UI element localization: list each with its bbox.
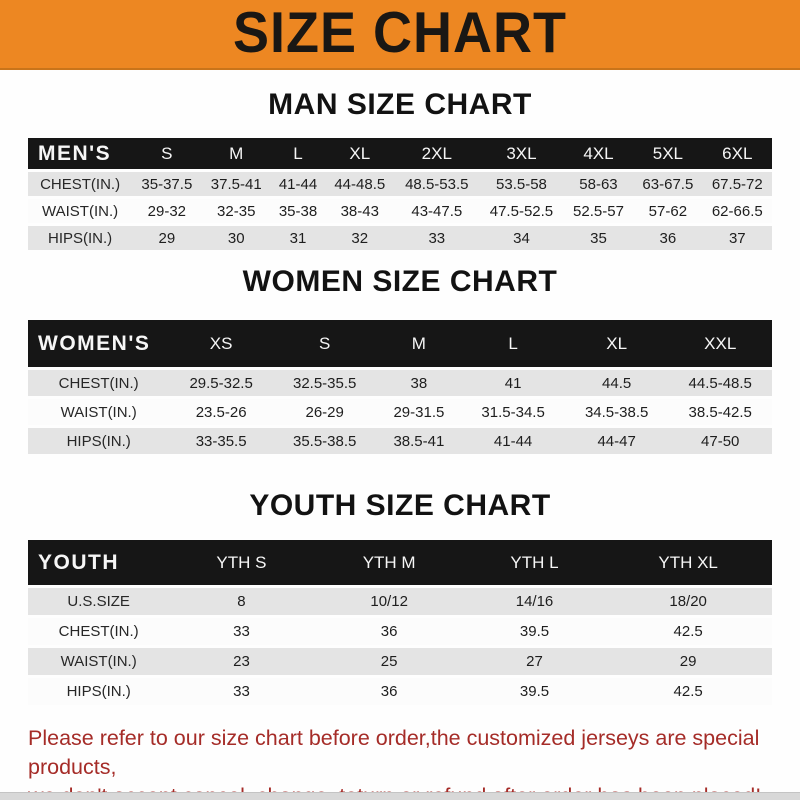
column-header: YTH L: [465, 540, 605, 585]
table-cell: 62-66.5: [703, 199, 772, 223]
table-band-label: YOUTH: [28, 540, 169, 585]
column-header: L: [461, 320, 565, 367]
table-cell: 41-44: [461, 428, 565, 454]
men-section-heading: MAN SIZE CHART: [268, 88, 532, 121]
table-cell: 18/20: [604, 588, 772, 615]
table-row: [28, 678, 772, 705]
size-table: [28, 135, 772, 253]
table-cell: 32.5-35.5: [273, 370, 377, 396]
table-cell: 29-31.5: [376, 399, 461, 425]
row-label: CHEST(IN.): [28, 172, 132, 196]
table-band-label: MEN'S: [28, 138, 132, 169]
table-cell: 38.5-42.5: [668, 399, 772, 425]
column-header: 6XL: [703, 138, 772, 169]
table-cell: 53.5-58: [479, 172, 564, 196]
women-size-table: [28, 317, 772, 457]
row-label: WAIST(IN.): [28, 648, 169, 675]
table-cell: 58-63: [564, 172, 633, 196]
table-cell: 29: [132, 226, 201, 250]
column-header: YTH M: [314, 540, 465, 585]
table-cell: 34: [479, 226, 564, 250]
table-cell: 38-43: [325, 199, 394, 223]
table-cell: 37: [703, 226, 772, 250]
table-band-label: WOMEN'S: [28, 320, 169, 367]
table-cell: 33-35.5: [169, 428, 273, 454]
table-cell: 8: [169, 588, 313, 615]
table-row: [28, 226, 772, 250]
table-cell: 35-38: [271, 199, 325, 223]
table-row: [28, 648, 772, 675]
row-label: WAIST(IN.): [28, 199, 132, 223]
size-chart-banner: [0, 0, 800, 70]
table-cell: 44.5-48.5: [668, 370, 772, 396]
table-header-row: [28, 540, 772, 585]
table-row: [28, 399, 772, 425]
table-cell: 36: [314, 618, 465, 645]
table-cell: 26-29: [273, 399, 377, 425]
column-header: 4XL: [564, 138, 633, 169]
youth-section-heading: YOUTH SIZE CHART: [249, 489, 551, 522]
row-label: U.S.SIZE: [28, 588, 169, 615]
men-section: [0, 88, 800, 253]
column-header: S: [132, 138, 201, 169]
table-cell: 36: [633, 226, 702, 250]
youth-size-table: [28, 537, 772, 708]
table-cell: 36: [314, 678, 465, 705]
table-cell: 38.5-41: [376, 428, 461, 454]
table-cell: 33: [394, 226, 479, 250]
column-header: YTH XL: [604, 540, 772, 585]
table-cell: 39.5: [465, 678, 605, 705]
table-cell: 44.5: [565, 370, 669, 396]
table-cell: 63-67.5: [633, 172, 702, 196]
table-cell: 41: [461, 370, 565, 396]
table-cell: 10/12: [314, 588, 465, 615]
table-row: [28, 199, 772, 223]
column-header: M: [202, 138, 271, 169]
table-cell: 44-47: [565, 428, 669, 454]
column-header: XXL: [668, 320, 772, 367]
table-cell: 39.5: [465, 618, 605, 645]
table-cell: 42.5: [604, 618, 772, 645]
table-cell: 35-37.5: [132, 172, 201, 196]
table-row: [28, 618, 772, 645]
table-cell: 14/16: [465, 588, 605, 615]
table-cell: 23: [169, 648, 313, 675]
table-cell: 29: [604, 648, 772, 675]
table-cell: 27: [465, 648, 605, 675]
row-label: WAIST(IN.): [28, 399, 169, 425]
size-table: [28, 317, 772, 457]
table-cell: 30: [202, 226, 271, 250]
row-label: CHEST(IN.): [28, 618, 169, 645]
column-header: 5XL: [633, 138, 702, 169]
table-cell: 31: [271, 226, 325, 250]
table-cell: 52.5-57: [564, 199, 633, 223]
table-cell: 42.5: [604, 678, 772, 705]
table-cell: 67.5-72: [703, 172, 772, 196]
footer-disclaimer-line1: Please refer to our size chart before order,the customized jerseys are special products,: [28, 726, 760, 779]
table-cell: 32: [325, 226, 394, 250]
table-cell: 31.5-34.5: [461, 399, 565, 425]
column-header: S: [273, 320, 377, 367]
table-cell: 29-32: [132, 199, 201, 223]
table-cell: 33: [169, 618, 313, 645]
table-cell: 35: [564, 226, 633, 250]
women-section-heading: WOMEN SIZE CHART: [242, 265, 558, 298]
column-header: XS: [169, 320, 273, 367]
table-row: [28, 370, 772, 396]
table-cell: 57-62: [633, 199, 702, 223]
table-cell: 47-50: [668, 428, 772, 454]
column-header: XL: [565, 320, 669, 367]
footer-disclaimer: [28, 724, 772, 800]
table-cell: 48.5-53.5: [394, 172, 479, 196]
table-cell: 43-47.5: [394, 199, 479, 223]
table-cell: 37.5-41: [202, 172, 271, 196]
table-cell: 35.5-38.5: [273, 428, 377, 454]
table-row: [28, 588, 772, 615]
table-cell: 38: [376, 370, 461, 396]
table-cell: 33: [169, 678, 313, 705]
row-label: HIPS(IN.): [28, 678, 169, 705]
table-cell: 44-48.5: [325, 172, 394, 196]
table-cell: 32-35: [202, 199, 271, 223]
column-header: XL: [325, 138, 394, 169]
table-header-row: [28, 138, 772, 169]
men-size-table: [28, 135, 772, 253]
table-row: [28, 172, 772, 196]
row-label: HIPS(IN.): [28, 226, 132, 250]
table-cell: 29.5-32.5: [169, 370, 273, 396]
table-cell: 23.5-26: [169, 399, 273, 425]
bottom-edge-strip: [0, 792, 800, 800]
table-row: [28, 428, 772, 454]
table-header-row: [28, 320, 772, 367]
column-header: 3XL: [479, 138, 564, 169]
column-header: YTH S: [169, 540, 313, 585]
size-table: [28, 537, 772, 708]
column-header: 2XL: [394, 138, 479, 169]
column-header: L: [271, 138, 325, 169]
table-cell: 41-44: [271, 172, 325, 196]
women-section: [0, 265, 800, 457]
row-label: CHEST(IN.): [28, 370, 169, 396]
youth-section: [0, 489, 800, 708]
table-cell: 25: [314, 648, 465, 675]
column-header: M: [376, 320, 461, 367]
banner-title: SIZE CHART: [233, 1, 567, 65]
row-label: HIPS(IN.): [28, 428, 169, 454]
table-cell: 34.5-38.5: [565, 399, 669, 425]
table-cell: 47.5-52.5: [479, 199, 564, 223]
